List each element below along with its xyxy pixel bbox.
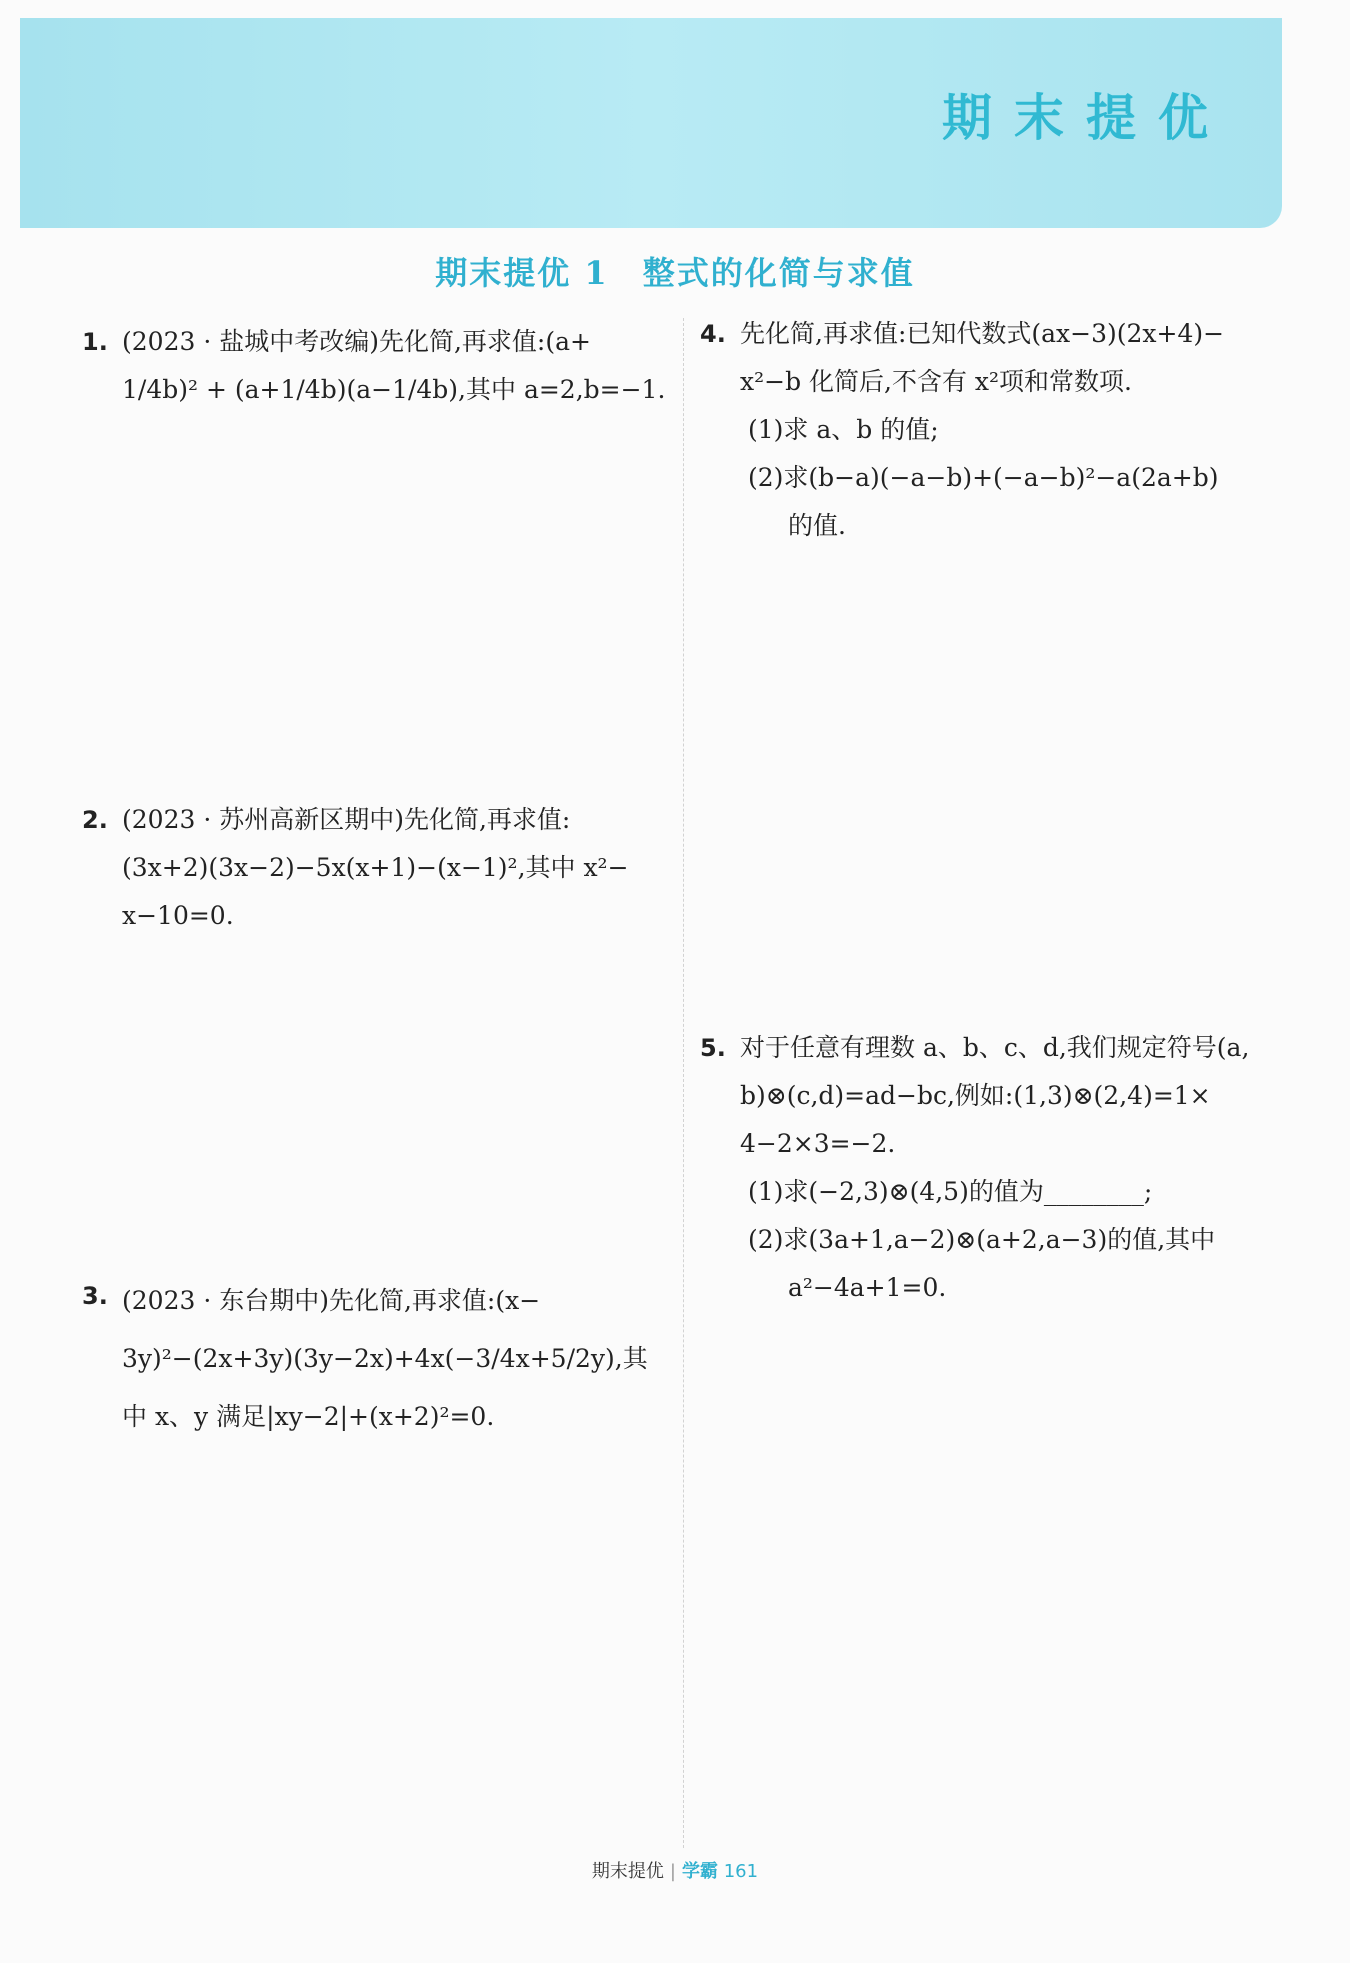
problem-subquestion: (2)求(b−a)(−a−b)+(−a−b)²−a(2a+b) <box>748 463 1219 492</box>
problem-number: 4. <box>700 320 726 348</box>
problem-text-line: 4−2×3=−2. <box>740 1129 896 1158</box>
problem-text-line: b)⊗(c,d)=ad−bc,例如:(1,3)⊗(2,4)=1× <box>740 1081 1211 1110</box>
problem-subquestion-continued: a²−4a+1=0. <box>788 1273 947 1302</box>
section-title: 期末提优 1 整式的化简与求值 <box>435 254 915 292</box>
page-footer <box>0 1857 1350 1883</box>
problem-text-line: 3y)²−(2x+3y)(3y−2x)+4x(−3/4x+5/2y),其 <box>122 1344 648 1373</box>
problem-subquestion: (1)求(−2,3)⊗(4,5)的值为________; <box>748 1177 1153 1206</box>
problem-text-line: (2023 · 苏州高新区期中)先化简,再求值: <box>122 805 571 834</box>
problem-text-line: x²−b 化简后,不含有 x²项和常数项. <box>740 367 1132 396</box>
problem-text-line: 1/4b)² + (a+1/4b)(a−1/4b),其中 a=2,b=−1. <box>122 375 666 404</box>
problem-number: 1. <box>82 328 108 356</box>
footer-label: 期末提优 <box>591 1861 664 1882</box>
column-divider <box>683 318 684 1848</box>
banner-title: 期末提优 <box>942 89 1230 147</box>
page-number: 161 <box>723 1861 759 1882</box>
problem-text-line: (2023 · 盐城中考改编)先化简,再求值:(a+ <box>122 327 591 356</box>
problem-3 <box>82 1272 648 1446</box>
problem-4 <box>700 310 1224 550</box>
problem-text-line: 先化简,再求值:已知代数式(ax−3)(2x+4)− <box>740 319 1225 348</box>
problem-text-line: 对于任意有理数 a、b、c、d,我们规定符号(a, <box>740 1033 1250 1062</box>
problem-text-line: (2023 · 东台期中)先化简,再求值:(x− <box>122 1286 541 1315</box>
problem-number: 3. <box>82 1282 108 1310</box>
problem-number: 2. <box>82 806 108 834</box>
problem-subquestion-continued: 的值. <box>788 511 846 540</box>
problem-1 <box>82 318 665 414</box>
problem-text-line: x−10=0. <box>122 901 234 930</box>
problem-2 <box>82 796 629 940</box>
problem-subquestion: (1)求 a、b 的值; <box>748 415 939 444</box>
chapter-banner <box>20 18 1282 228</box>
problem-text-line: 中 x、y 满足|xy−2|+(x+2)²=0. <box>122 1402 495 1431</box>
footer-brand: 学霸 <box>681 1861 718 1882</box>
problem-number: 5. <box>700 1034 726 1062</box>
problem-5 <box>700 1024 1249 1312</box>
problem-subquestion: (2)求(3a+1,a−2)⊗(a+2,a−3)的值,其中 <box>748 1225 1216 1254</box>
problem-text-line: (3x+2)(3x−2)−5x(x+1)−(x−1)²,其中 x²− <box>122 853 629 882</box>
footer-separator: | <box>669 1861 676 1882</box>
